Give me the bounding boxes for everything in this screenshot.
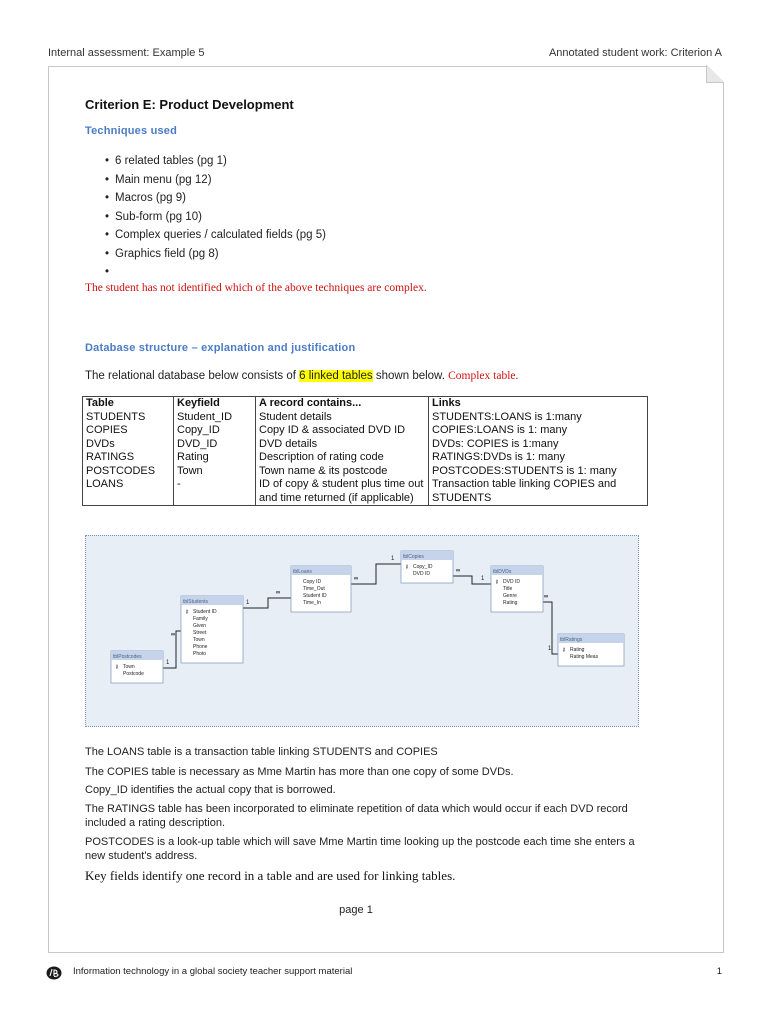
paragraph: POSTCODES is a look-up table which will save Mme Martin time looking up the postcode each time she enters a new student's address.: [85, 836, 635, 862]
entity-field: Phone: [193, 644, 208, 650]
key-icon: ⚷: [115, 664, 119, 670]
list-item: [105, 263, 326, 282]
entity-title: tblRatings: [560, 637, 583, 643]
technique-text: Complex queries / calculated fields (pg 5): [115, 229, 326, 241]
list-item: [105, 226, 326, 245]
list-item: [105, 245, 326, 264]
entity-field: Rating: [503, 600, 518, 606]
entity-field: Rating Meas: [570, 654, 599, 660]
entity-title: tblLoans: [293, 569, 312, 575]
table-row: [83, 411, 648, 425]
table-cell: -: [174, 478, 256, 506]
entity-field: Time_In: [303, 600, 321, 606]
table-row: [83, 478, 648, 506]
table-cell: RATINGS:DVDs is 1: many: [429, 451, 648, 465]
many-label: ∞: [354, 576, 359, 582]
intro-text: The relational database below consists of: [85, 370, 300, 382]
entity-title: tblStudents: [183, 599, 209, 605]
column-header: A record contains...: [256, 397, 429, 411]
bullet-icon: •: [105, 192, 110, 204]
key-icon: ⚷: [405, 564, 409, 570]
table-cell: Student details: [256, 411, 429, 425]
entity-field: DVD ID: [503, 579, 520, 585]
table-cell: LOANS: [83, 478, 174, 506]
table-cell: DVDs: [83, 438, 174, 452]
table-cell: Transaction table linking COPIES and STUDENTS: [429, 478, 648, 506]
keyfields-annotation: Key fields identify one record in a table and are used for linking tables.: [85, 868, 456, 883]
table-header-row: [83, 397, 648, 411]
technique-text: Sub-form (pg 10): [115, 210, 202, 223]
one-label: 1: [246, 600, 250, 606]
table-cell: Town name & its postcode: [256, 465, 429, 479]
page-label: page 1: [339, 904, 373, 916]
many-label: ∞: [544, 594, 549, 600]
ib-logo-icon: [46, 966, 62, 980]
entity-title: tblDVDs: [493, 569, 512, 575]
paragraph: Copy_ID identifies the actual copy that is borrowed.: [85, 784, 336, 796]
technique-text: Graphics field (pg 8): [115, 247, 219, 260]
list-item: [105, 152, 326, 171]
entity-box: [181, 596, 243, 663]
footer-text: Information technology in a global society teacher support material: [73, 966, 353, 977]
table-cell: Rating: [174, 451, 256, 465]
table-cell: POSTCODES:STUDENTS is 1: many: [429, 465, 648, 479]
relationship-line: [453, 576, 491, 584]
entity-field: Time_Out: [303, 586, 325, 592]
entity-field: Town: [123, 664, 135, 670]
table-cell: Description of rating code: [256, 451, 429, 465]
entity-field: DVD ID: [413, 571, 430, 577]
column-header: Links: [429, 397, 648, 411]
entity-field: Student ID: [303, 593, 327, 599]
entity-field: Town: [193, 637, 205, 643]
page-title: Criterion E: Product Development: [85, 97, 294, 112]
database-structure-heading: Database structure – explanation and justification: [85, 342, 356, 354]
many-label: ∞: [171, 632, 176, 638]
entity-field: Street: [193, 630, 207, 636]
entity-field: Copy_ID: [413, 564, 433, 570]
entity-field: Photo: [193, 651, 207, 657]
bullet-icon: •: [105, 155, 110, 167]
entity-field: Student ID: [193, 609, 217, 615]
complexity-annotation: The student has not identified which of the above techniques are complex.: [85, 282, 427, 294]
paragraph: The COPIES table is necessary as Mme Martin has more than one copy of some DVDs.: [85, 766, 514, 778]
table-row: [83, 451, 648, 465]
paragraph: The LOANS table is a transaction table linking STUDENTS and COPIES: [85, 746, 438, 758]
key-icon: ⚷: [495, 579, 499, 585]
table-cell: Student_ID: [174, 411, 256, 425]
table-cell: Copy ID & associated DVD ID: [256, 424, 429, 438]
entity-title: tblPostcodes: [113, 654, 142, 660]
bullet-icon: •: [105, 229, 110, 241]
table-row: [83, 465, 648, 479]
entity-title: tblCopies: [403, 554, 424, 560]
paragraph: The RATINGS table has been incorporated to eliminate repetition of data which would occur if each DVD record included a rating description.: [85, 803, 628, 829]
key-icon: ⚷: [185, 609, 189, 615]
relationship-line: [243, 598, 291, 608]
one-label: 1: [548, 646, 552, 652]
technique-text: Main menu (pg 12): [115, 173, 212, 186]
database-intro: [85, 370, 518, 382]
table-cell: STUDENTS:LOANS is 1:many: [429, 411, 648, 425]
table-cell: DVD_ID: [174, 438, 256, 452]
techniques-list: [105, 152, 326, 282]
table-cell: DVD details: [256, 438, 429, 452]
table-cell: RATINGS: [83, 451, 174, 465]
entity-field: Copy ID: [303, 579, 322, 585]
bullet-icon: •: [105, 247, 110, 260]
relationship-line: [351, 564, 401, 584]
entity-field: Genre: [503, 593, 517, 599]
entity-field: Rating: [570, 647, 585, 653]
entity-field: Postcode: [123, 671, 144, 677]
table-cell: Copy_ID: [174, 424, 256, 438]
one-label: 1: [391, 556, 395, 562]
entity-field: Title: [503, 586, 513, 592]
list-item: [105, 189, 326, 208]
table-cell: POSTCODES: [83, 465, 174, 479]
list-item: [105, 171, 326, 190]
relationship-diagram: [85, 535, 639, 727]
entity-field: Family: [193, 616, 208, 622]
complex-table-annotation: Complex table.: [448, 370, 519, 382]
column-header: Keyfield: [174, 397, 256, 411]
technique-text: 6 related tables (pg 1): [115, 155, 227, 167]
table-cell: DVDs: COPIES is 1:many: [429, 438, 648, 452]
intro-text-end: shown below.: [372, 370, 449, 382]
header-right: Annotated student work: Criterion A: [548, 47, 722, 59]
column-header: Table: [83, 397, 174, 411]
table-cell: COPIES: [83, 424, 174, 438]
entity-field: Given: [193, 623, 207, 629]
bullet-icon: •: [105, 173, 110, 186]
technique-text: Macros (pg 9): [115, 192, 186, 204]
table-cell: COPIES:LOANS is 1: many: [429, 424, 648, 438]
key-icon: ⚷: [562, 647, 566, 653]
tables-overview-table: [82, 396, 648, 506]
one-label: 1: [481, 576, 485, 582]
table-cell: ID of copy & student plus time out and time returned (if applicable): [256, 478, 429, 506]
bullet-icon: •: [105, 210, 110, 223]
footer-page-number: 1: [716, 966, 722, 977]
page-corner-fold: [706, 65, 724, 83]
highlighted-text: 6 linked tables: [299, 370, 373, 382]
table-cell: STUDENTS: [83, 411, 174, 425]
list-item: [105, 208, 326, 227]
many-label: ∞: [456, 568, 461, 574]
table-row: [83, 438, 648, 452]
many-label: ∞: [276, 590, 281, 596]
one-label: 1: [166, 660, 170, 666]
header-left: Internal assessment: Example 5: [48, 47, 205, 59]
techniques-heading: Techniques used: [85, 125, 178, 137]
bullet-icon: •: [105, 266, 110, 278]
table-cell: Town: [174, 465, 256, 479]
table-row: [83, 424, 648, 438]
